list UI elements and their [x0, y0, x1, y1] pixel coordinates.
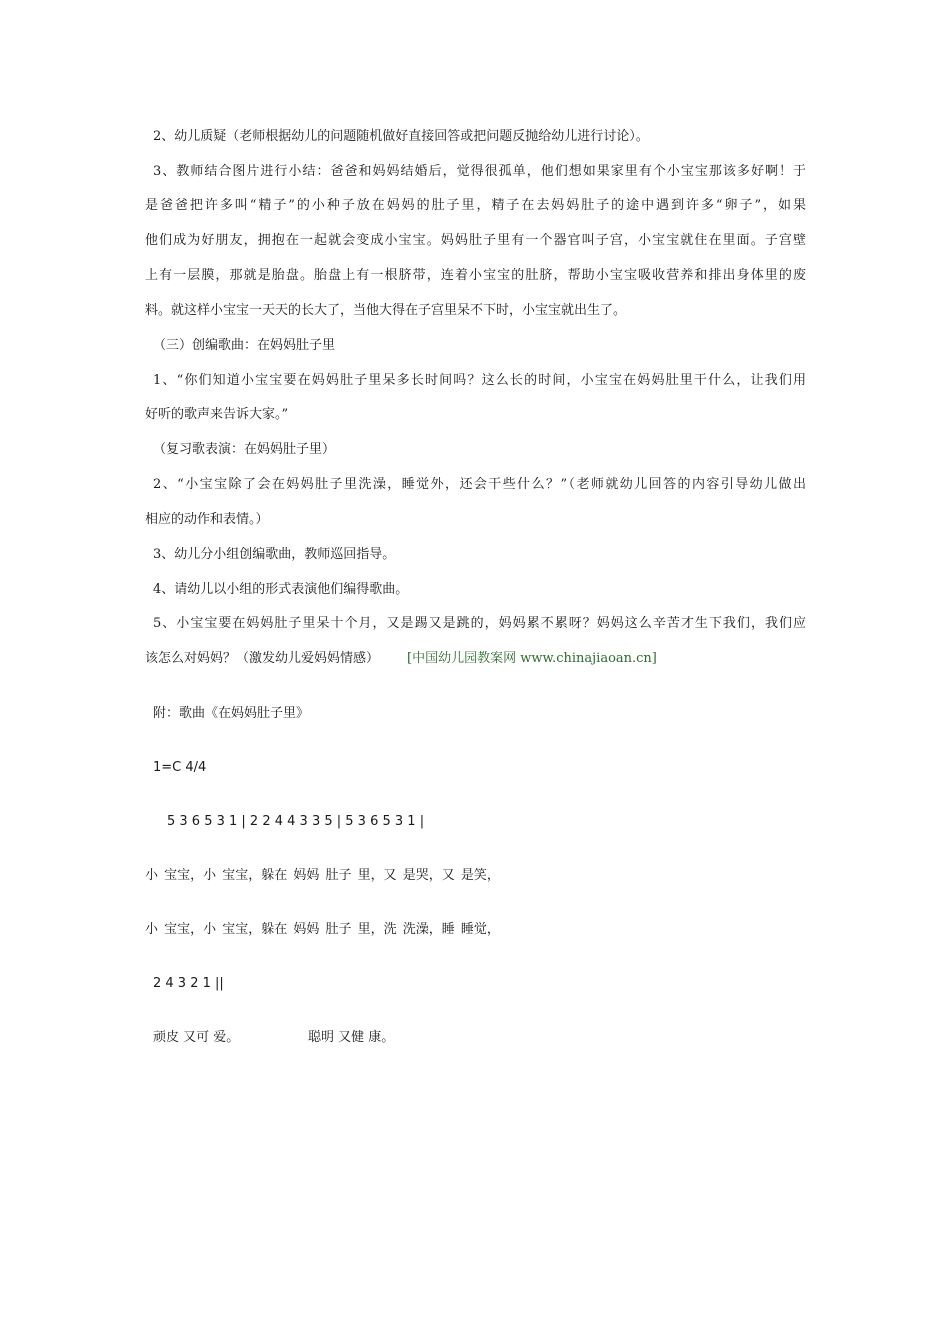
step-3-summary-line-3: 他们成为好朋友，拥抱在一起就会变成小宝宝。妈妈肚子里有一个器官叫子宫，小宝宝就住在里面。子宫壁 [145, 233, 806, 248]
step-2-question: 2、幼儿质疑（老师根据幼儿的问题随机做好直接回答或把问题反抛给幼儿进行讨论）。 [153, 129, 649, 144]
step-3-summary-line-4: 上有一层膜，那就是胎盘。胎盘上有一根脐带，连着小宝宝的肚脐，帮助小宝宝吸收营养和排出身体里的废 [145, 268, 806, 283]
song-notation-line-2: 2 4 3 2 1 || [153, 976, 224, 991]
section-3-step-3: 3、幼儿分小组创编歌曲，教师巡回指导。 [153, 547, 396, 562]
song-lyrics-line-2: 小 宝宝，小 宝宝，躲在 妈妈 肚子 里，洗 洗澡，睡 睡觉， [145, 922, 500, 937]
song-lyrics-end-1: 顽皮 又可 爱。 [153, 1030, 240, 1045]
section-3-step-2-line-1: 2、“小宝宝除了会在妈妈肚子里洗澡，睡觉外，还会干些什么？”（老师就幼儿回答的内容引导幼儿做出 [153, 477, 806, 492]
song-key-signature: 1=C 4/4 [153, 760, 207, 775]
section-3-step-2-line-2: 相应的动作和表情。） [145, 512, 269, 527]
section-3-step-4: 4、请幼儿以小组的形式表演他们编得歌曲。 [153, 582, 409, 597]
step-3-summary-line-5: 料。就这样小宝宝一天天的长大了，当他大得在子宫里呆不下时，小宝宝就出生了。 [145, 303, 627, 318]
section-3-step-5-line-1: 5、小宝宝要在妈妈肚子里呆十个月，又是踢又是跳的，妈妈累不累呀？妈妈这么辛苦才生下我们，我们应 [153, 616, 806, 631]
song-lyrics-end-2: 聪明 又健 康。 [308, 1030, 395, 1045]
section-3-step-1-line-2: 好听的歌声来告诉大家。” [145, 407, 289, 422]
step-3-summary-line-2: 是爸爸把许多叫“精子”的小种子放在妈妈的肚子里，精子在去妈妈肚子的途中遇到许多“卵子”，如果 [145, 198, 806, 213]
appendix-song-title: 附：歌曲《在妈妈肚子里》 [153, 706, 310, 721]
step-5-text: 该怎么对妈妈？（激发幼儿爱妈妈情感） [145, 651, 380, 666]
section-3-step-1-line-1: 1、“你们知道小宝宝要在妈妈肚子里呆多长时间吗？这么长的时间，小宝宝在妈妈肚里干什么，让我们用 [153, 373, 806, 388]
song-notation-line-1: 5 3 6 5 3 1 | 2 2 4 4 3 3 5 | 5 3 6 5 3 1 | [167, 814, 425, 829]
section-3-step-5-line-2 [145, 650, 657, 668]
step-3-summary-line-1: 3、教师结合图片进行小结：爸爸和妈妈结婚后，觉得很孤单，他们想如果家里有个小宝宝那该多好啊！于 [153, 164, 806, 179]
source-link[interactable]: [中国幼儿园教案网 www.chinajiaoan.cn] [407, 651, 657, 666]
song-lyrics-line-1: 小 宝宝，小 宝宝，躲在 妈妈 肚子 里，又 是哭，又 是笑， [145, 868, 500, 883]
review-song-note: （复习歌表演：在妈妈肚子里） [153, 442, 336, 457]
section-3-heading: （三）创编歌曲：在妈妈肚子里 [153, 338, 336, 353]
